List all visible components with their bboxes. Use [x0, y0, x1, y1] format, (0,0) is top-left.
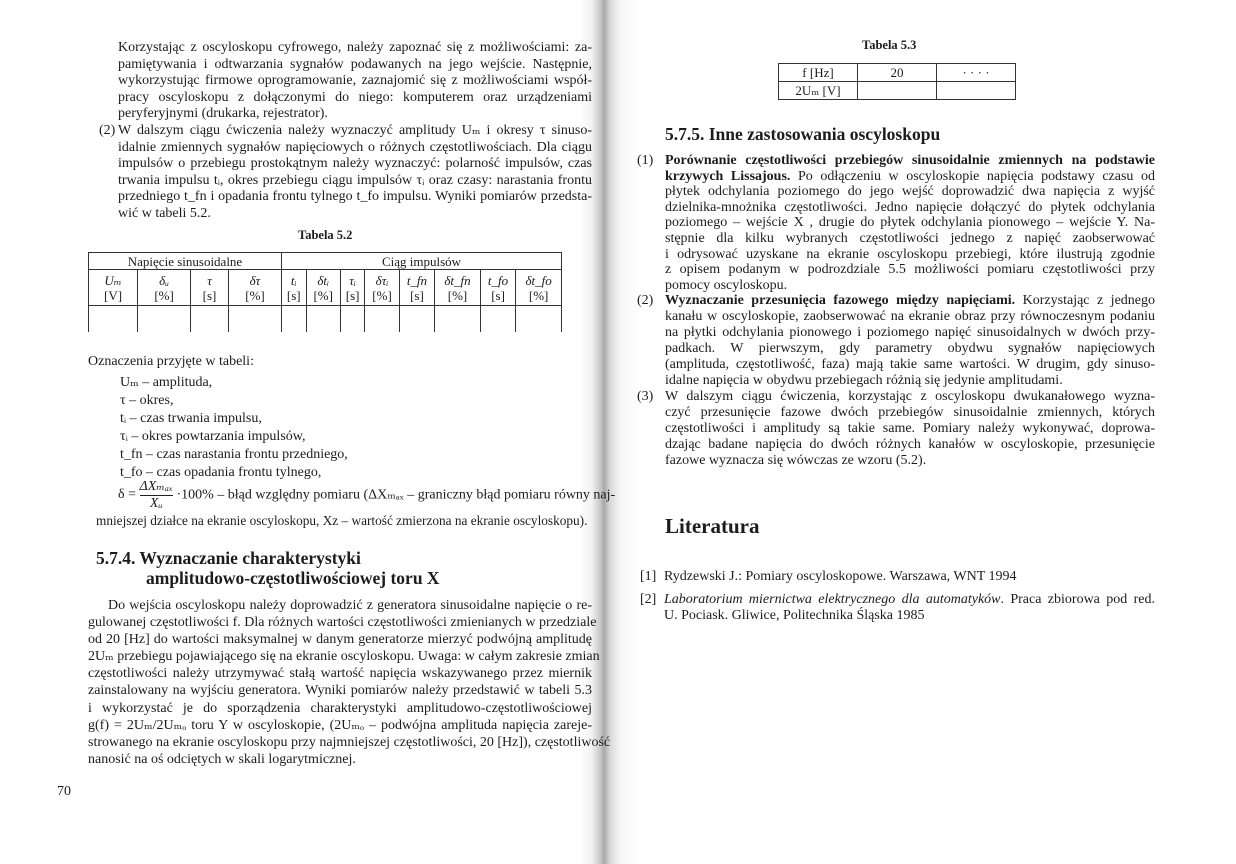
table-cell — [516, 306, 562, 333]
legend-title: Oznaczenia przyjęte w tabeli: — [88, 354, 254, 369]
text-line: Korzystając z oscyloskopu cyfrowego, należy zapoznać się z możliwościami: za- — [118, 40, 592, 55]
column-header — [191, 270, 229, 306]
column-header — [365, 270, 399, 306]
column-symbol: τᵢ — [349, 272, 356, 288]
column-header — [516, 270, 562, 306]
text-line: czyć przesunięcie fazowe dwóch przebiegów sinusoidalnie zmiennych, których — [665, 405, 1155, 420]
column-symbol: δτ — [249, 272, 261, 288]
text-line: idalnie zmiennych sygnałów napięciowych o różnych częstotliwościach. Dla ciągu — [118, 139, 592, 155]
text-line: stępnie dla kilku wybranych częstotliwości jednego z napięć zaobserwować — [665, 230, 1155, 246]
table-row — [779, 64, 1016, 82]
table-cell — [858, 82, 937, 100]
text-line: częstotliwości należy utrzymywać stałą wartość napięcia wskazywanego przez miernik — [88, 666, 592, 682]
formula-lhs: δ = — [118, 487, 136, 502]
table-cell — [138, 306, 191, 333]
text-line: pamiętywania i odtwarzania sygnałów podawanych na jego wejście. Następnie, — [118, 56, 592, 72]
text-line: idalne napięcia w obydwu przebiegach różnią się jedynie amplitudami. — [665, 373, 1063, 388]
table-cell — [89, 306, 138, 333]
text-line: płytek odchylania poziomego do jego wejść doprowadzić dwa napięcia z wyjść — [665, 184, 1155, 200]
text-line: strowanego na ekranie oscyloskopu przy najmniejszej częstotliwości, 20 [Hz]), częstotliwość — [88, 734, 611, 750]
table-cell: · · · · — [937, 64, 1016, 82]
page-number: 70 — [57, 784, 71, 799]
formula-denominator: Xᵤ — [149, 496, 163, 511]
text-line: gulowanej częstotliwości f. Dla różnych wartości częstotliwości zmienianych w przedziale — [88, 615, 597, 631]
text-line: na płytki odchylania pionowego i poziomego napięć sinusoidalnych w dwóch przy- — [665, 325, 1155, 340]
table-5-2 — [88, 252, 562, 332]
column-header — [89, 270, 138, 306]
formula-numerator: ΔXₘₐₓ — [139, 479, 173, 494]
text-line: fazowe wyznacza się wówczas ze wzoru (5.2). — [665, 453, 927, 468]
column-symbol: δτᵢ — [375, 272, 389, 288]
table-row — [779, 82, 1016, 100]
text-line: dzając badane napięcia do dwóch różnych kanałów w oscyloskopie, przesunięcie — [665, 437, 1155, 452]
reference-number: [1] — [640, 569, 657, 584]
text-line: τ – okres, — [120, 393, 174, 408]
item-number: (2) — [637, 293, 654, 308]
reference-number: [2] — [640, 592, 657, 607]
text-line: tᵢ – czas trwania impulsu, — [120, 411, 262, 426]
column-unit: [%] — [372, 287, 392, 303]
table-cell — [229, 306, 282, 333]
table-5-2-caption: Tabela 5.2 — [298, 228, 353, 242]
paragraph-2 — [99, 123, 592, 222]
text-line: poziomego – wejście X , drugie do płytek odchylania pionowego – wejście Y. Na- — [665, 215, 1155, 231]
column-symbol: δt_fn — [444, 272, 471, 288]
text-line: 2Uₘ przebiegu pojawiającego się na ekranie oscyloskopu. Uwaga: w całym zakresie zmian — [88, 649, 600, 665]
text-line: Uₘ – amplituda, — [120, 375, 213, 390]
column-unit: [s] — [286, 287, 301, 303]
text-line: Do wejścia oscyloskopu należy doprowadzić z generatora sinusoidalne napięcie o re- — [108, 598, 592, 613]
text-line: i wykorzystać je do sporządzenia charakterystyki amplitudowo-częstotliwościowej — [88, 700, 592, 716]
table-cell: f [Hz] — [779, 64, 858, 82]
table-group-header-row — [89, 253, 562, 270]
table-5-3 — [778, 63, 1016, 100]
table-cell — [281, 306, 306, 333]
table-cell — [306, 306, 340, 333]
section-5-7-4-title-line1: 5.7.4. Wyznaczanie charakterystyki — [96, 548, 361, 568]
column-header — [306, 270, 340, 306]
list-item-3 — [637, 389, 1155, 469]
column-unit: [%] — [447, 287, 468, 303]
list-item-1 — [637, 153, 1155, 293]
text-line: peryferyjnymi (drukarka, rejestrator). — [118, 106, 328, 121]
text-line: wykorzystując firmowe oprogramowanie, zaznajomić się z możliwościami współ- — [118, 73, 592, 88]
column-header — [229, 270, 282, 306]
table-cell — [365, 306, 399, 333]
column-unit: [s] — [410, 287, 424, 303]
column-unit: [s] — [202, 287, 217, 303]
text-line: pomocy oscyloskopu. — [665, 277, 788, 293]
text-line: przedniego t_fn i opadania frontu tylnego t_fo impulsu. Wyniki pomiarów przedsta- — [118, 189, 592, 204]
group-header: Ciąg impulsów — [281, 253, 561, 270]
column-symbol: t_fn — [406, 272, 428, 288]
column-unit: [%] — [245, 287, 265, 303]
column-unit: [%] — [154, 287, 174, 303]
table-row — [89, 306, 562, 333]
text-line: zainstalowany na wyjściu generatora. Wyniki pomiarów należy przedstawić w tabeli 5.3 — [88, 683, 592, 699]
table-cell — [191, 306, 229, 333]
text-line: częstotliwości i amplitudy są takie same. Pomiary należy wykonywać, doprowa- — [665, 421, 1155, 436]
item-number: (1) — [637, 153, 654, 168]
column-symbol: δtᵢ — [317, 272, 330, 288]
text-line: W dalszym ciągu ćwiczenia, korzystając z oscyloskopu dwukanałowego wyzna- — [665, 389, 1155, 404]
table-cell: 20 — [858, 64, 937, 82]
text-line: z opisem podanym w podrozdziale 5.5 możliwości pomiaru częstotliwości przy — [665, 262, 1155, 278]
text-line: trwania impulsu tᵢ, okres przebiegu ciągu impulsów τᵢ oraz czasy: narastania frontu — [118, 172, 592, 188]
text-line: krzywych Lissajous. Po odłączeniu w oscyloskopie napięcia podstawy czasu od — [665, 168, 1155, 184]
column-symbol: Uₘ — [104, 272, 122, 288]
table-cell — [399, 306, 435, 333]
text-line: (amplituda, częstotliwość, faza) mają takie same wartości. W drugim, gdy sinuso- — [665, 357, 1155, 372]
table-cell — [340, 306, 365, 333]
table-cell — [480, 306, 516, 333]
item-number: (3) — [637, 389, 654, 404]
column-header — [399, 270, 435, 306]
bold-lead: krzywych Lissajous. — [665, 168, 791, 184]
table-cell — [937, 82, 1016, 100]
text-line: W dalszym ciągu ćwiczenia należy wyznaczyć amplitudy Uₘ i okresy τ sinuso- — [118, 123, 592, 138]
table-cell — [435, 306, 481, 333]
legend-list — [120, 374, 520, 482]
column-unit: [V] — [104, 287, 123, 303]
text-line — [665, 153, 1155, 169]
column-symbol: δt_fo — [525, 272, 552, 288]
text-line: Laboratorium miernictwa elektrycznego dla automatyków. Praca zbiorowa pod red. — [664, 592, 1155, 607]
table-5-3-caption: Tabela 5.3 — [862, 38, 917, 52]
section-5-7-5-title: 5.7.5. Inne zastosowania oscyloskopu — [665, 124, 941, 144]
list-item-2 — [637, 293, 1155, 389]
text-line: i odrysować uzyskane na ekranie oscyloskopu przebiegi, które ilustrują zgodnie — [665, 246, 1155, 262]
text-line: pracy oscyloskopu z dołączonymi do niego: komputerem oraz urządzeniami — [118, 89, 592, 105]
text-line: kanału w oscyloskopie, zaobserwować na ekranie obraz przy równoczesnym podaniu — [665, 309, 1155, 324]
formula-description: ·100% – błąd względny pomiaru (ΔXₘₐₓ – graniczny błąd pomiaru równy naj- — [176, 487, 616, 503]
title-italic: Laboratorium miernictwa elektrycznego dla automatyków — [664, 592, 1001, 607]
column-symbol: δᵤ — [159, 272, 170, 288]
group-header: Napięcie sinusoidalne — [89, 253, 282, 270]
reference-2 — [640, 592, 1155, 624]
table-cell: 2Uₘ [V] — [779, 82, 858, 100]
paragraph-intro — [118, 40, 592, 123]
text-line: Rydzewski J.: Pomiary oscyloskopowe. Warszawa, WNT 1994 — [664, 569, 1017, 584]
text-line: g(f) = 2Uₘ/2Uₘₒ toru Y w oscyloskopie, (2Uₘₒ – podwójna amplituda napięcia zareje- — [88, 717, 592, 733]
text-line: t_fo – czas opadania frontu tylnego, — [120, 465, 322, 480]
column-header — [340, 270, 365, 306]
column-header — [138, 270, 191, 306]
column-symbol: t_fo — [487, 272, 509, 288]
text-line: impulsów o przebiegu prostokątnym należy wyznaczyć: polarność impulsów, czas — [118, 156, 592, 171]
paragraph-5-7-4 — [88, 597, 611, 768]
formula-continuation: mniejszej działce na ekranie oscyloskopu, Xz – wartość zmierzona na ekranie oscyloskopu). — [96, 513, 588, 528]
column-symbol: tᵢ — [290, 272, 297, 288]
item-number: (2) — [99, 123, 116, 138]
reference-1 — [640, 569, 1155, 585]
text-line: padkach. W pierwszym, gdy parametry obydwu sygnałów napięciowych — [665, 341, 1155, 356]
column-header — [281, 270, 306, 306]
section-5-7-4-title-line2: amplitudowo-częstotliwościowej toru X — [146, 568, 440, 588]
column-symbol: τ — [207, 272, 212, 288]
text-line: τᵢ – okres powtarzania impulsów, — [120, 429, 306, 444]
text-line: dzielnika-mnożnika częstotliwości. Jedno napięcie dołączyć do płytek odchylania — [665, 199, 1155, 215]
text-line: nanosić na oś odciętych w skali logarytmicznej. — [88, 751, 356, 767]
column-unit: [s] — [491, 287, 505, 303]
column-unit: [s] — [345, 287, 360, 303]
text-line: Wyznaczanie przesunięcia fazowego między napięciami. Korzystając z jednego — [665, 293, 1155, 308]
bold-lead: Wyznaczanie przesunięcia fazowego między napięciami. — [665, 293, 1016, 308]
text-line: wić w tabeli 5.2. — [118, 205, 211, 221]
column-unit: [%] — [528, 287, 549, 303]
column-unit: [%] — [313, 287, 333, 303]
relative-error-formula — [118, 478, 615, 512]
column-header — [435, 270, 481, 306]
column-header — [480, 270, 516, 306]
text-line: t_fn – czas narastania frontu przedniego, — [120, 447, 348, 462]
table-column-header-row — [89, 270, 562, 306]
text-line: U. Pociask. Gliwice, Politechnika Śląska 1985 — [664, 608, 925, 623]
bold-lead: Porównanie częstotliwości przebiegów sinusoidalnie zmiennych na podstawie — [665, 153, 1155, 168]
literature-heading: Literatura — [665, 514, 760, 538]
text-line: od 20 [Hz] do wartości maksymalnej w danym generatorze mierzyć podwójną amplitudę — [88, 632, 592, 648]
